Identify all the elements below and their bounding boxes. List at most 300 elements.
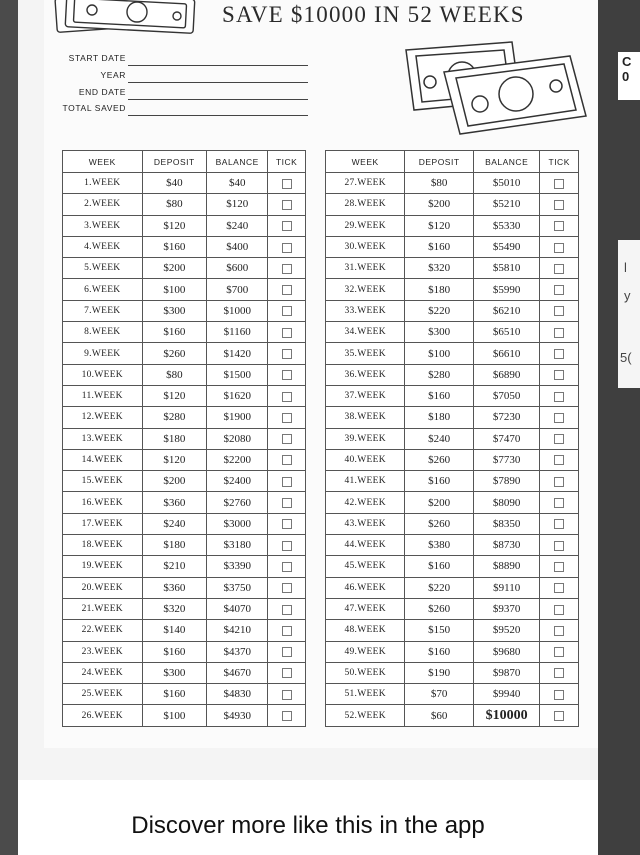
week-cell: 25.WEEK xyxy=(63,684,143,705)
total-saved-line xyxy=(128,115,308,116)
checkbox-icon[interactable] xyxy=(554,413,564,423)
balance-cell: $2080 xyxy=(207,428,268,449)
deposit-cell: $160 xyxy=(405,641,474,662)
tick-cell xyxy=(268,215,306,236)
savings-worksheet-image[interactable] xyxy=(44,0,598,748)
checkbox-icon[interactable] xyxy=(554,306,564,316)
week-cell: 42.WEEK xyxy=(326,492,405,513)
balance-cell: $6510 xyxy=(473,322,539,343)
col-header-balance: BALANCE xyxy=(473,151,539,173)
tick-cell xyxy=(268,322,306,343)
checkbox-icon[interactable] xyxy=(554,392,564,402)
end-date-label: END DATE xyxy=(78,87,126,97)
checkbox-icon[interactable] xyxy=(282,562,292,572)
week-cell: 14.WEEK xyxy=(63,449,143,470)
checkbox-icon[interactable] xyxy=(282,179,292,189)
table-row xyxy=(63,343,306,364)
tick-cell xyxy=(268,407,306,428)
deposit-cell: $120 xyxy=(405,215,474,236)
table-row xyxy=(326,705,579,726)
weeks-table-27-52 xyxy=(325,150,579,727)
balance-cell: $9940 xyxy=(473,684,539,705)
checkbox-icon[interactable] xyxy=(554,370,564,380)
balance-cell: $5010 xyxy=(473,173,539,194)
checkbox-icon[interactable] xyxy=(282,583,292,593)
week-cell: 27.WEEK xyxy=(326,173,405,194)
start-date-label: START DATE xyxy=(68,53,126,63)
week-cell: 5.WEEK xyxy=(63,258,143,279)
week-cell: 23.WEEK xyxy=(63,641,143,662)
checkbox-icon[interactable] xyxy=(554,221,564,231)
week-cell: 43.WEEK xyxy=(326,513,405,534)
checkbox-icon[interactable] xyxy=(554,264,564,274)
checkbox-icon[interactable] xyxy=(554,668,564,678)
week-cell: 21.WEEK xyxy=(63,598,143,619)
start-date-line xyxy=(128,65,308,66)
deposit-cell: $100 xyxy=(142,705,207,726)
week-cell: 37.WEEK xyxy=(326,385,405,406)
balance-cell: $1620 xyxy=(207,385,268,406)
peek-letter: l xyxy=(624,260,627,275)
balance-cell: $4830 xyxy=(207,684,268,705)
tick-cell xyxy=(268,492,306,513)
checkbox-icon[interactable] xyxy=(554,519,564,529)
balance-cell: $1000 xyxy=(207,300,268,321)
checkbox-icon[interactable] xyxy=(282,690,292,700)
deposit-cell: $220 xyxy=(405,300,474,321)
tick-cell xyxy=(268,684,306,705)
deposit-cell: $360 xyxy=(142,492,207,513)
table-row xyxy=(63,236,306,257)
table-row xyxy=(63,471,306,492)
week-cell: 38.WEEK xyxy=(326,407,405,428)
balance-cell: $2200 xyxy=(207,449,268,470)
week-cell: 48.WEEK xyxy=(326,620,405,641)
table-row xyxy=(326,215,579,236)
balance-cell: $240 xyxy=(207,215,268,236)
deposit-cell: $200 xyxy=(142,258,207,279)
deposit-cell: $120 xyxy=(142,449,207,470)
background-panel xyxy=(598,0,640,855)
week-cell: 10.WEEK xyxy=(63,364,143,385)
tick-cell xyxy=(540,513,579,534)
week-cell: 49.WEEK xyxy=(326,641,405,662)
tick-cell xyxy=(540,322,579,343)
checkbox-icon[interactable] xyxy=(282,200,292,210)
week-cell: 4.WEEK xyxy=(63,236,143,257)
deposit-cell: $100 xyxy=(405,343,474,364)
checkbox-icon[interactable] xyxy=(554,434,564,444)
deposit-cell: $160 xyxy=(142,236,207,257)
balance-cell: $3180 xyxy=(207,535,268,556)
col-header-tick: TICK xyxy=(540,151,579,173)
tick-cell xyxy=(268,258,306,279)
peek-letter: y xyxy=(624,288,631,303)
week-cell: 24.WEEK xyxy=(63,662,143,683)
balance-cell: $5810 xyxy=(473,258,539,279)
deposit-cell: $160 xyxy=(405,236,474,257)
checkbox-icon[interactable] xyxy=(554,690,564,700)
balance-cell: $5330 xyxy=(473,215,539,236)
checkbox-icon[interactable] xyxy=(554,562,564,572)
checkbox-icon[interactable] xyxy=(554,711,564,721)
deposit-cell: $160 xyxy=(405,556,474,577)
balance-cell: $8350 xyxy=(473,513,539,534)
deposit-cell: $180 xyxy=(405,407,474,428)
week-cell: 2.WEEK xyxy=(63,194,143,215)
tick-cell xyxy=(540,407,579,428)
week-cell: 18.WEEK xyxy=(63,535,143,556)
checkbox-icon[interactable] xyxy=(282,434,292,444)
tick-cell xyxy=(268,300,306,321)
deposit-cell: $240 xyxy=(405,428,474,449)
week-cell: 17.WEEK xyxy=(63,513,143,534)
balance-cell: $9110 xyxy=(473,577,539,598)
deposit-cell: $200 xyxy=(405,194,474,215)
balance-cell: $700 xyxy=(207,279,268,300)
week-cell: 33.WEEK xyxy=(326,300,405,321)
table-row xyxy=(326,428,579,449)
checkbox-icon[interactable] xyxy=(554,541,564,551)
checkbox-icon[interactable] xyxy=(282,392,292,402)
deposit-cell: $80 xyxy=(142,194,207,215)
deposit-cell: $200 xyxy=(405,492,474,513)
table-row xyxy=(326,173,579,194)
table-row xyxy=(63,300,306,321)
table-row xyxy=(326,513,579,534)
tick-cell xyxy=(268,343,306,364)
col-header-deposit: DEPOSIT xyxy=(142,151,207,173)
balance-cell: $1500 xyxy=(207,364,268,385)
week-cell: 47.WEEK xyxy=(326,598,405,619)
week-cell: 7.WEEK xyxy=(63,300,143,321)
table-row xyxy=(326,598,579,619)
table-row xyxy=(326,577,579,598)
checkbox-icon[interactable] xyxy=(554,477,564,487)
table-row xyxy=(63,598,306,619)
deposit-cell: $300 xyxy=(142,300,207,321)
deposit-cell: $100 xyxy=(142,279,207,300)
tick-cell xyxy=(540,215,579,236)
deposit-cell: $180 xyxy=(142,535,207,556)
deposit-cell: $380 xyxy=(405,535,474,556)
table-row xyxy=(63,556,306,577)
balance-cell: $4070 xyxy=(207,598,268,619)
balance-cell: $600 xyxy=(207,258,268,279)
deposit-cell: $320 xyxy=(405,258,474,279)
table-row xyxy=(63,449,306,470)
deposit-cell: $280 xyxy=(405,364,474,385)
deposit-cell: $80 xyxy=(142,364,207,385)
table-row xyxy=(326,492,579,513)
deposit-cell: $160 xyxy=(142,322,207,343)
tick-cell xyxy=(268,364,306,385)
week-cell: 31.WEEK xyxy=(326,258,405,279)
checkbox-icon[interactable] xyxy=(554,583,564,593)
balance-cell: $4370 xyxy=(207,641,268,662)
money-stack-icon xyxy=(400,38,590,138)
week-cell: 3.WEEK xyxy=(63,215,143,236)
balance-cell: $1160 xyxy=(207,322,268,343)
tick-cell xyxy=(540,194,579,215)
deposit-cell: $150 xyxy=(405,620,474,641)
checkbox-icon[interactable] xyxy=(554,455,564,465)
checkbox-icon[interactable] xyxy=(282,285,292,295)
deposit-cell: $140 xyxy=(142,620,207,641)
adjacent-text-peek xyxy=(618,240,640,388)
checkbox-icon[interactable] xyxy=(554,647,564,657)
checkbox-icon[interactable] xyxy=(282,328,292,338)
table-row xyxy=(326,449,579,470)
deposit-cell: $160 xyxy=(142,641,207,662)
table-row xyxy=(326,279,579,300)
total-saved-label: TOTAL SAVED xyxy=(62,103,126,113)
tick-cell xyxy=(540,279,579,300)
deposit-cell: $160 xyxy=(142,684,207,705)
deposit-cell: $210 xyxy=(142,556,207,577)
table-row xyxy=(326,535,579,556)
week-cell: 15.WEEK xyxy=(63,471,143,492)
table-row xyxy=(63,194,306,215)
table-row xyxy=(326,300,579,321)
deposit-cell: $300 xyxy=(142,662,207,683)
balance-cell: $1900 xyxy=(207,407,268,428)
tick-cell xyxy=(268,449,306,470)
week-cell: 46.WEEK xyxy=(326,577,405,598)
week-cell: 20.WEEK xyxy=(63,577,143,598)
tick-cell xyxy=(268,194,306,215)
balance-cell: $5490 xyxy=(473,236,539,257)
tick-cell xyxy=(540,428,579,449)
deposit-cell: $260 xyxy=(405,513,474,534)
balance-cell: $9680 xyxy=(473,641,539,662)
table-row xyxy=(63,279,306,300)
col-header-week: WEEK xyxy=(63,151,143,173)
year-label: YEAR xyxy=(100,70,126,80)
balance-cell: $2760 xyxy=(207,492,268,513)
checkbox-icon[interactable] xyxy=(282,221,292,231)
deposit-cell: $260 xyxy=(405,449,474,470)
table-row xyxy=(326,620,579,641)
tick-cell xyxy=(268,705,306,726)
balance-cell: $8090 xyxy=(473,492,539,513)
table-row xyxy=(63,513,306,534)
checkbox-icon[interactable] xyxy=(554,349,564,359)
tick-cell xyxy=(540,449,579,470)
deposit-cell: $40 xyxy=(142,173,207,194)
table-row xyxy=(326,641,579,662)
week-cell: 36.WEEK xyxy=(326,364,405,385)
checkbox-icon[interactable] xyxy=(282,668,292,678)
checkbox-icon[interactable] xyxy=(282,413,292,423)
peek-letter: C xyxy=(622,54,632,69)
col-header-week: WEEK xyxy=(326,151,405,173)
week-cell: 52.WEEK xyxy=(326,705,405,726)
deposit-cell: $320 xyxy=(142,598,207,619)
table-row xyxy=(63,641,306,662)
table-row xyxy=(326,194,579,215)
week-cell: 6.WEEK xyxy=(63,279,143,300)
checkbox-icon[interactable] xyxy=(282,349,292,359)
deposit-cell: $70 xyxy=(405,684,474,705)
balance-cell: $7230 xyxy=(473,407,539,428)
table-row xyxy=(63,215,306,236)
balance-cell: $120 xyxy=(207,194,268,215)
balance-cell: $8890 xyxy=(473,556,539,577)
tick-cell xyxy=(540,173,579,194)
tick-cell xyxy=(268,662,306,683)
balance-cell: $3750 xyxy=(207,577,268,598)
checkbox-icon[interactable] xyxy=(282,498,292,508)
checkbox-icon[interactable] xyxy=(554,200,564,210)
table-row xyxy=(326,662,579,683)
week-cell: 40.WEEK xyxy=(326,449,405,470)
tick-cell xyxy=(540,300,579,321)
week-cell: 35.WEEK xyxy=(326,343,405,364)
deposit-cell: $160 xyxy=(405,385,474,406)
tick-cell xyxy=(540,556,579,577)
tick-cell xyxy=(540,598,579,619)
tick-cell xyxy=(268,385,306,406)
tick-cell xyxy=(268,173,306,194)
tick-cell xyxy=(268,641,306,662)
col-header-balance: BALANCE xyxy=(207,151,268,173)
checkbox-icon[interactable] xyxy=(282,647,292,657)
table-row xyxy=(63,173,306,194)
checkbox-icon[interactable] xyxy=(282,370,292,380)
balance-cell: $5990 xyxy=(473,279,539,300)
checkbox-icon[interactable] xyxy=(282,477,292,487)
table-row xyxy=(326,471,579,492)
table-row xyxy=(326,385,579,406)
table-row xyxy=(326,258,579,279)
week-cell: 1.WEEK xyxy=(63,173,143,194)
table-row xyxy=(63,407,306,428)
checkbox-icon[interactable] xyxy=(554,605,564,615)
tick-cell xyxy=(268,598,306,619)
checkbox-icon[interactable] xyxy=(282,264,292,274)
week-cell: 8.WEEK xyxy=(63,322,143,343)
tick-cell xyxy=(540,492,579,513)
end-date-line xyxy=(128,99,308,100)
checkbox-icon[interactable] xyxy=(554,328,564,338)
checkbox-icon[interactable] xyxy=(282,306,292,316)
week-cell: 39.WEEK xyxy=(326,428,405,449)
checkbox-icon[interactable] xyxy=(554,285,564,295)
checkbox-icon[interactable] xyxy=(282,243,292,253)
week-cell: 11.WEEK xyxy=(63,385,143,406)
tick-cell xyxy=(268,513,306,534)
table-row xyxy=(63,492,306,513)
app-promo-banner[interactable] xyxy=(18,780,598,855)
table-row xyxy=(326,364,579,385)
table-row xyxy=(326,684,579,705)
balance-cell: $7730 xyxy=(473,449,539,470)
deposit-cell: $180 xyxy=(142,428,207,449)
tick-cell xyxy=(540,641,579,662)
weeks-table-1-26 xyxy=(62,150,306,727)
col-header-deposit: DEPOSIT xyxy=(405,151,474,173)
table-row xyxy=(63,684,306,705)
checkbox-icon[interactable] xyxy=(554,243,564,253)
checkbox-icon[interactable] xyxy=(282,519,292,529)
table-row xyxy=(63,428,306,449)
week-cell: 26.WEEK xyxy=(63,705,143,726)
tick-cell xyxy=(268,620,306,641)
balance-cell: $9870 xyxy=(473,662,539,683)
balance-cell: $4210 xyxy=(207,620,268,641)
deposit-cell: $200 xyxy=(142,471,207,492)
week-cell: 30.WEEK xyxy=(326,236,405,257)
balance-cell: $9520 xyxy=(473,620,539,641)
balance-cell: $6890 xyxy=(473,364,539,385)
deposit-cell: $120 xyxy=(142,215,207,236)
table-row xyxy=(326,236,579,257)
deposit-cell: $240 xyxy=(142,513,207,534)
balance-cell: $1420 xyxy=(207,343,268,364)
deposit-cell: $360 xyxy=(142,577,207,598)
deposit-cell: $180 xyxy=(405,279,474,300)
week-cell: 44.WEEK xyxy=(326,535,405,556)
tick-cell xyxy=(540,684,579,705)
balance-cell: $5210 xyxy=(473,194,539,215)
deposit-cell: $300 xyxy=(405,322,474,343)
deposit-cell: $260 xyxy=(142,343,207,364)
checkbox-icon[interactable] xyxy=(282,605,292,615)
balance-cell: $7050 xyxy=(473,385,539,406)
week-cell: 9.WEEK xyxy=(63,343,143,364)
app-promo-text: Discover more like this in the app xyxy=(131,812,485,839)
tick-cell xyxy=(268,471,306,492)
table-row xyxy=(63,364,306,385)
checkbox-icon[interactable] xyxy=(282,626,292,636)
checkbox-icon[interactable] xyxy=(554,626,564,636)
tick-cell xyxy=(540,258,579,279)
table-row xyxy=(63,258,306,279)
peek-letter: 0 xyxy=(622,69,630,84)
tick-cell xyxy=(268,577,306,598)
balance-cell: $4930 xyxy=(207,705,268,726)
balance-cell: $4670 xyxy=(207,662,268,683)
balance-cell: $10000 xyxy=(473,705,539,726)
deposit-cell: $60 xyxy=(405,705,474,726)
tick-cell xyxy=(268,556,306,577)
adjacent-card-peek[interactable] xyxy=(618,52,640,100)
week-cell: 32.WEEK xyxy=(326,279,405,300)
checkbox-icon[interactable] xyxy=(554,498,564,508)
balance-cell: $400 xyxy=(207,236,268,257)
balance-cell: $7470 xyxy=(473,428,539,449)
balance-cell: $6610 xyxy=(473,343,539,364)
checkbox-icon[interactable] xyxy=(282,541,292,551)
week-cell: 22.WEEK xyxy=(63,620,143,641)
checkbox-icon[interactable] xyxy=(282,711,292,721)
checkbox-icon[interactable] xyxy=(554,179,564,189)
table-row xyxy=(63,535,306,556)
table-row xyxy=(63,385,306,406)
week-cell: 34.WEEK xyxy=(326,322,405,343)
week-cell: 50.WEEK xyxy=(326,662,405,683)
week-cell: 13.WEEK xyxy=(63,428,143,449)
page-title: SAVE $10000 IN 52 WEEKS xyxy=(222,2,525,27)
week-cell: 28.WEEK xyxy=(326,194,405,215)
checkbox-icon[interactable] xyxy=(282,455,292,465)
balance-cell: $8730 xyxy=(473,535,539,556)
table-row xyxy=(63,322,306,343)
deposit-cell: $260 xyxy=(405,598,474,619)
week-cell: 29.WEEK xyxy=(326,215,405,236)
balance-cell: $7890 xyxy=(473,471,539,492)
